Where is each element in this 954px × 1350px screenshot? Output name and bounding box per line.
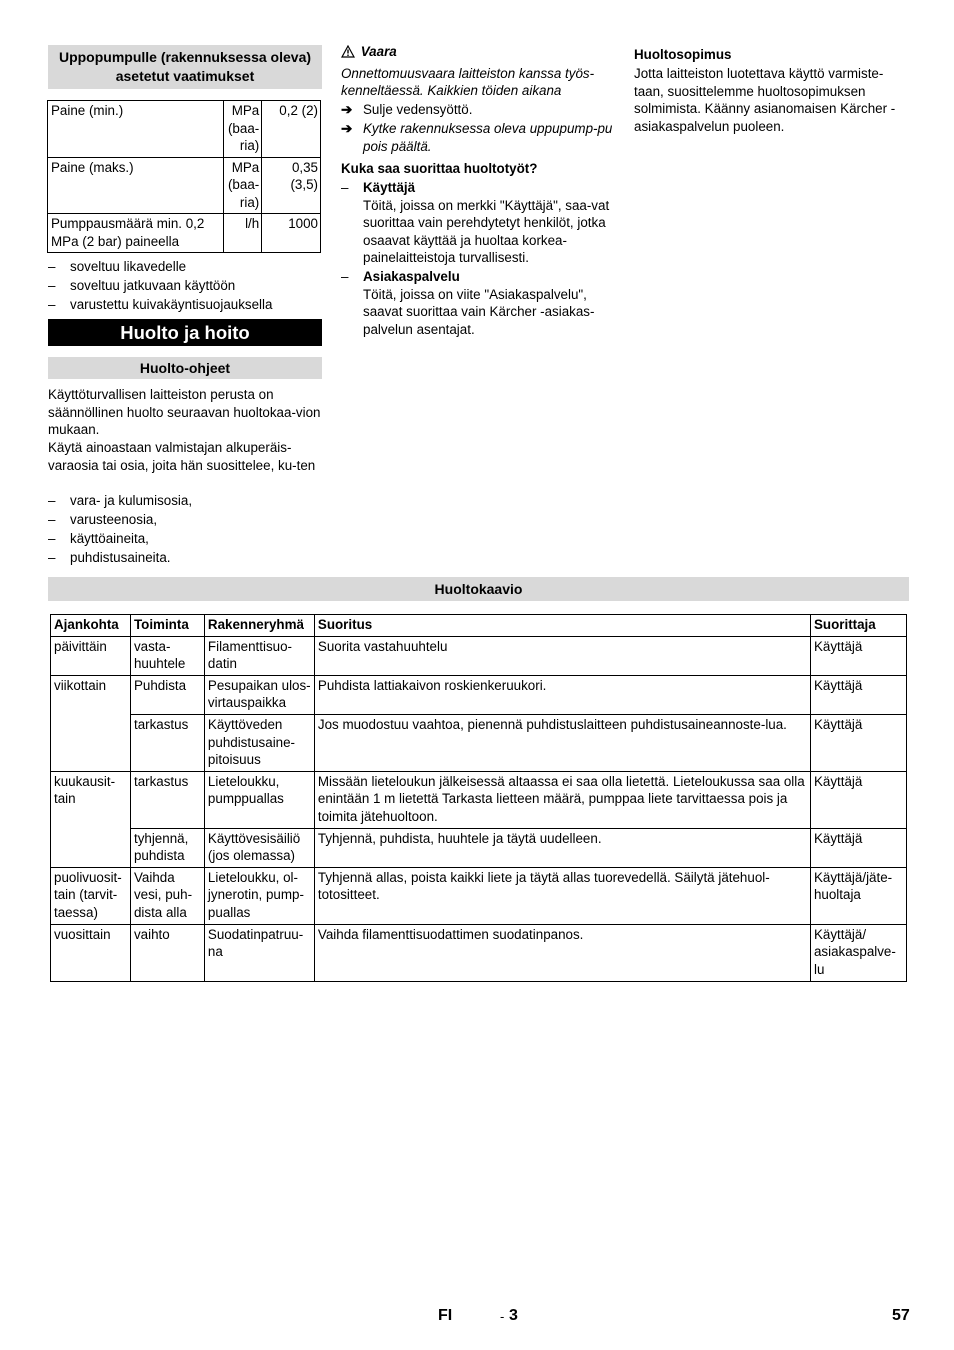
who-list <box>341 179 617 340</box>
footer-separator: - <box>500 1309 505 1324</box>
maintenance-schedule-table <box>50 614 907 982</box>
table-row <box>51 714 907 771</box>
column-header: Rakenneryhmä <box>204 615 314 637</box>
arrow-right-icon: ➔ <box>341 121 353 136</box>
spec-unit: l/h <box>224 214 262 253</box>
who-heading: Kuka saa suorittaa huoltotyöt? <box>341 161 538 176</box>
interval-cell: kuukausit-tain <box>51 771 131 867</box>
spare-parts-paragraph: Käytä ainoastaan valmistajan alkuperäis-varaosia tai osia, joita hän suosittelee, ku-ten <box>48 440 316 473</box>
procedure-cell: Puhdista lattiakaivon roskienkeruukori. <box>314 675 810 714</box>
spec-unit: MPa (baa-ria) <box>224 101 262 158</box>
component-cell: Suodatinpatruu-na <box>204 924 314 981</box>
spec-label: Paine (min.) <box>48 101 224 158</box>
table-row <box>51 771 907 828</box>
action-cell: vasta-huuhtele <box>130 636 204 675</box>
spec-value: 0,35 (3,5) <box>262 157 321 214</box>
step-text: Sulje vedensyöttö. <box>363 101 473 117</box>
step-text: Kytke rakennuksessa oleva uppupump-pu pois päältä. <box>363 121 613 154</box>
performer-cell: Käyttäjä <box>810 714 906 771</box>
component-cell: Filamenttisuo-datin <box>204 636 314 675</box>
table-row <box>48 157 321 214</box>
role-title: – Asiakaspalvelu <box>363 269 460 284</box>
component-cell: Käyttövesisäiliö (jos olemassa) <box>204 828 314 867</box>
procedure-cell: Suorita vastahuuhtelu <box>314 636 810 675</box>
column-header: Suoritus <box>314 615 810 637</box>
warning-block <box>341 43 617 155</box>
spec-unit: MPa (baa-ria) <box>224 157 262 214</box>
warning-steps <box>341 101 617 156</box>
component-cell: Lieteloukku, ol-jynerotin, pump-puallas <box>204 867 314 924</box>
list-item <box>341 268 617 338</box>
role-text: Töitä, joissa on merkki "Käyttäjä", saa-vat suorittaa vain perehdytetyt henkilöt, jotka osaavat käyttää ja huoltaa korkea-painelaitteistoja turvallisesti. <box>363 197 610 265</box>
list-item <box>341 101 617 119</box>
role-title: – Käyttäjä <box>363 180 416 195</box>
procedure-cell: Tyhjennä allas, poista kaikki liete ja täytä allas tuorevedellä. Säilytä jätehuol-totositteet. <box>314 867 810 924</box>
interval-cell: vuosittain <box>51 924 131 981</box>
table-row <box>51 867 907 924</box>
spec-label: Pumppausmäärä min. 0,2 MPa (2 bar) paineella <box>48 214 224 253</box>
list-item: – soveltuu likavedelle <box>48 258 322 276</box>
list-item: – puhdistusaineita. <box>48 549 322 567</box>
role-text: Töitä, joissa on viite "Asiakaspalvelu", saavat suorittaa vain Kärcher -asiakas-palvelun asentajat. <box>363 286 595 337</box>
list-item: – varustettu kuivakäyntisuojauksella <box>48 296 322 314</box>
table-row <box>51 828 907 867</box>
maintenance-intro-paragraph: Käyttöturvallisen laitteiston perusta on säännöllinen huolto seuraavan huoltokaa-vion mukaan. <box>48 387 321 437</box>
subsection-title: Huolto-ohjeet <box>48 357 322 379</box>
warning-triangle-icon <box>341 45 357 63</box>
interval-cell: päivittäin <box>51 636 131 675</box>
interval-cell: viikottain <box>51 675 131 771</box>
list-item: – vara- ja kulumisosia, <box>48 492 322 510</box>
performer-cell: Käyttäjä <box>810 771 906 828</box>
table-row <box>51 636 907 675</box>
spec-value: 1000 <box>262 214 321 253</box>
pump-requirements-heading: Uppopumpulle (rakennuksessa oleva) asetetut vaatimukset <box>48 45 322 89</box>
section-title: Huolto ja hoito <box>48 319 322 346</box>
warning-text: Onnettomuusvaara laitteiston kanssa työs-kenneltäessä. Kaikkien töiden aikana <box>341 65 595 98</box>
performer-cell: Käyttäjä/jäte-huoltaja <box>810 867 906 924</box>
contract-text: Jotta laitteiston luotettava käyttö varmiste-taan, suosittelemme huoltosopimuksen solmimista. Käänny asianomaisen Kärcher -asiakaspalvelun puoleen. <box>634 66 896 134</box>
interval-cell: puolivuosit-tain (tarvit-taessa) <box>51 867 131 924</box>
pump-spec-table <box>47 100 321 253</box>
list-item: – soveltuu jatkuvaan käyttöön <box>48 277 322 295</box>
contract-heading: Huoltosopimus <box>634 47 732 62</box>
schedule-title: Huoltokaavio <box>48 577 909 601</box>
footer-section-number: 3 <box>509 1307 518 1324</box>
list-item: – käyttöaineita, <box>48 530 322 548</box>
footer-language: FI <box>438 1307 453 1324</box>
procedure-cell: Missään lieteloukun jälkeisessä altaassa ei saa olla lietettä. Lieteloukussa saa olla enintään 1 m lietettä Tarkasta lietteen määrä, pumppaa liete tarvittaessa pois ja toimita jätehuoltoon. <box>314 771 810 828</box>
warning-title: Vaara <box>360 44 397 59</box>
procedure-cell: Vaihda filamenttisuodattimen suodatinpanos. <box>314 924 810 981</box>
action-cell: tarkastus <box>130 714 204 771</box>
performer-cell: Käyttäjä/ asiakaspalve-lu <box>810 924 906 981</box>
table-row <box>51 924 907 981</box>
parts-list <box>48 492 322 568</box>
list-item <box>341 179 617 267</box>
action-cell: Vaihda vesi, puh-dista alla <box>130 867 204 924</box>
performer-cell: Käyttäjä <box>810 675 906 714</box>
arrow-right-icon: ➔ <box>341 101 353 117</box>
list-item: – varusteenosia, <box>48 511 322 529</box>
component-cell: Lieteloukku, pumppuallas <box>204 771 314 828</box>
procedure-cell: Tyhjennä, puhdista, huuhtele ja täytä uudelleen. <box>314 828 810 867</box>
table-row <box>48 214 321 253</box>
column-header: Ajankohta <box>51 615 131 637</box>
warning-heading <box>341 43 617 63</box>
action-cell: tyhjennä, puhdista <box>130 828 204 867</box>
performer-cell: Käyttäjä <box>810 828 906 867</box>
column-header: Toiminta <box>130 615 204 637</box>
page-number: 57 <box>892 1307 910 1324</box>
spec-label: Paine (maks.) <box>48 157 224 214</box>
action-cell: tarkastus <box>130 771 204 828</box>
action-cell: Puhdista <box>130 675 204 714</box>
pump-features-list <box>48 258 322 315</box>
performer-cell: Käyttäjä <box>810 636 906 675</box>
component-cell: Käyttöveden puhdistusaine-pitoisuus <box>204 714 314 771</box>
spec-value: 0,2 (2) <box>262 101 321 158</box>
component-cell: Pesupaikan ulos-virtauspaikka <box>204 675 314 714</box>
table-row <box>48 101 321 158</box>
procedure-cell: Jos muodostuu vaahtoa, pienennä puhdistuslaitteen puhdistusaineannoste-lua. <box>314 714 810 771</box>
column-header: Suorittaja <box>810 615 906 637</box>
table-row <box>51 675 907 714</box>
action-cell: vaihto <box>130 924 204 981</box>
list-item <box>341 120 617 155</box>
table-header-row <box>51 615 907 637</box>
